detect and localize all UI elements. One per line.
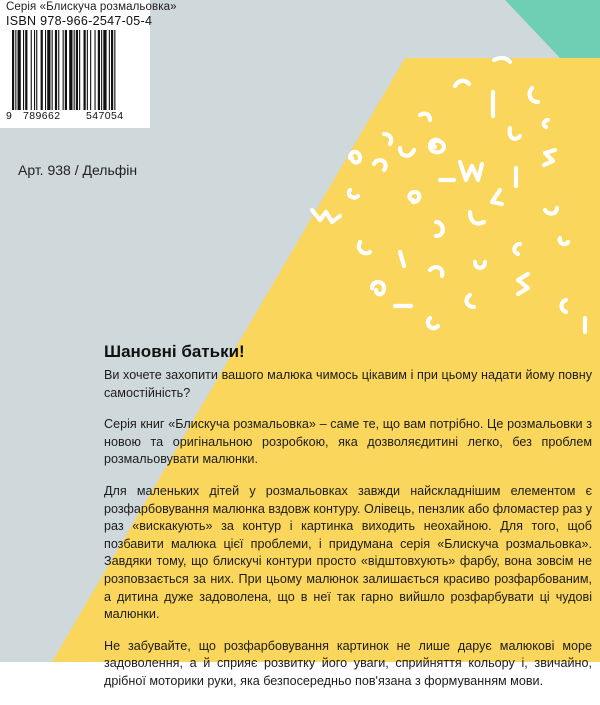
isbn-number: ISBN 978-966-2547-05-4: [6, 14, 153, 28]
barcode-digits-left: 789662: [23, 110, 61, 122]
parent-letter: [104, 342, 592, 705]
barcode-bar: [36, 30, 37, 110]
letter-paragraph: Ви хочете захопити вашого малюка чимось цікавим і при цьому надати йому повну самостійність?: [104, 368, 592, 400]
letter-paragraph: Серія книг «Блискуча розмальовка» – саме те, що вам потрібно. Це розмальовки з новою та оригінальною розробкою, яка дозволяєдитині легко, без проблем розмальовувати малюнки.: [104, 417, 592, 467]
article-number: Арт. 938 / Дельфін: [18, 162, 138, 178]
barcode-bar: [109, 30, 110, 110]
barcode-digits-right: 547054: [86, 110, 124, 122]
barcode-bar: [76, 30, 78, 110]
series-name: Серія «Блискуча розмальовка»: [6, 1, 177, 13]
barcode-bar: [90, 30, 91, 110]
barcode-bar: [41, 30, 43, 110]
barcode: [6, 30, 144, 126]
barcode-digit-lead: 9: [6, 110, 13, 122]
barcode-bar: [52, 30, 53, 110]
barcode-bar: [63, 30, 64, 110]
barcode-bar: [55, 30, 57, 110]
barcode-bar: [18, 30, 21, 110]
barcode-bar: [103, 30, 106, 110]
barcode-bar: [114, 30, 115, 110]
barcode-bar: [98, 30, 100, 110]
barcode-bar: [12, 30, 14, 110]
barcode-bar: [58, 30, 59, 110]
barcode-bar: [69, 30, 72, 110]
letter-heading: Шановні батьки!: [104, 342, 245, 361]
barcode-bar: [25, 30, 27, 110]
barcode-bar: [87, 30, 88, 110]
barcode-bar: [111, 30, 113, 110]
barcode-bar: [79, 30, 80, 110]
letter-paragraph: Не забувайте, що розфарбовування картинок не лише дарує малюкові море задоволення, а й сприяє розвитку його уваги, сприйняття кольору і, звичайно, дрібної моторики руки, яка безпосередньо пов'язана з формуванням мови.: [104, 638, 592, 688]
barcode-bar: [101, 30, 102, 110]
barcode-bar: [34, 30, 35, 110]
barcode-bar: [15, 30, 16, 110]
barcode-bar: [84, 30, 86, 110]
barcode-bar: [95, 30, 96, 110]
barcode-bar: [45, 30, 46, 110]
barcode-bar: [23, 30, 24, 110]
barcode-bar: [47, 30, 50, 110]
barcode-bar: [65, 30, 67, 110]
letter-paragraph: Для маленьких дітей у розмальовках завжди найскладнішим елементом є розфарбовування малюнка вздовж контуру. Олівець, пензлик або фломастер раз у раз «вискакують» за контур і картинка виходить неохайною. Для того, щоб позбавити малюка цієї проблеми, і придумана серія «Блискуча розмальовка». Завдяки тому, що блискучі контури просто «відштовхують» фарбу, вона зовсім не розповзається за них. При цьому малюнок залишається красиво розфарбованим, а дитина дуже задоволена, що в неї так гарно вийшло розфарбувати ці чудові малюнки.: [104, 483, 592, 622]
barcode-bar: [74, 30, 75, 110]
barcode-bar: [31, 30, 32, 110]
barcode-bars: [12, 30, 142, 110]
